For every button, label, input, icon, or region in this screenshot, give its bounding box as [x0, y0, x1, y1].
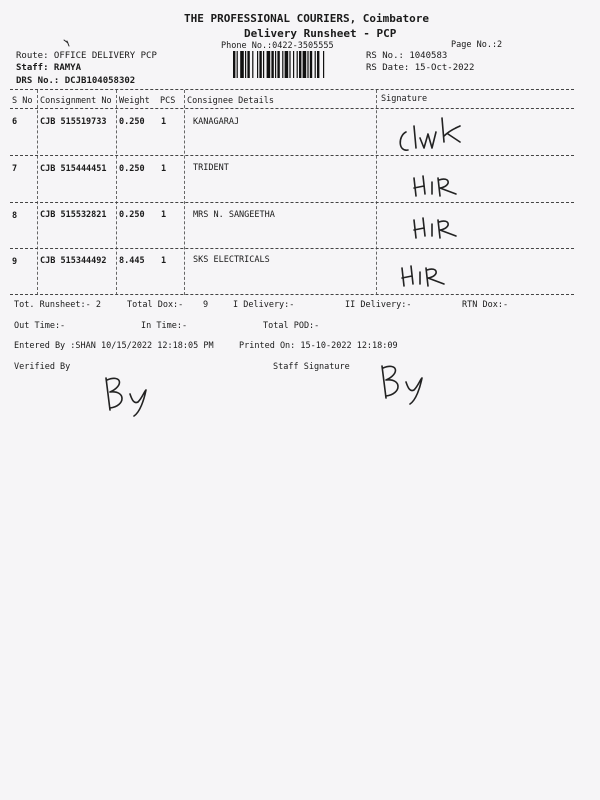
col-divider [37, 90, 38, 295]
row-consignment: CJB 515519733 [40, 117, 107, 127]
entered-by: Entered By :SHAN 10/15/2022 12:18:05 PM [14, 341, 214, 351]
col-header-consignee: Consignee Details [187, 96, 274, 106]
row-pcs: 1 [161, 117, 167, 127]
table-top-rule [10, 89, 574, 90]
row-consignment: CJB 515532821 [40, 210, 107, 220]
total-dox-value: 9 [203, 300, 209, 310]
document-title: Delivery Runsheet - PCP [244, 27, 397, 40]
col-header-signature: Signature [381, 94, 428, 104]
col-header-sno: S No [12, 96, 33, 106]
printed-on: Printed On: 15-10-2022 12:18:09 [239, 341, 398, 351]
col-header-weight: Weight [119, 96, 150, 106]
row-consignee: MRS N. SANGEETHA [193, 210, 275, 220]
staff: Staff: RAMYA [16, 63, 82, 73]
drs-number: DRS No.: DCJB104058302 [16, 76, 136, 86]
row-rule [10, 155, 574, 156]
row-rule [10, 248, 574, 249]
row-pcs: 1 [161, 256, 167, 266]
col-divider [116, 90, 117, 295]
table-bottom-rule [10, 294, 574, 295]
in-time: In Time:- [141, 321, 188, 331]
row-sno: 9 [12, 257, 18, 267]
out-time: Out Time:- [14, 321, 66, 331]
row-consignment: CJB 515344492 [40, 256, 107, 266]
row-sno: 6 [12, 117, 18, 127]
i-delivery: I Delivery:- [233, 300, 295, 310]
row-pcs: 1 [161, 210, 167, 220]
row-weight: 0.250 [119, 210, 145, 220]
row-weight: 0.250 [119, 164, 145, 174]
ii-delivery: II Delivery:- [345, 300, 412, 310]
verified-by-signature [98, 372, 158, 417]
row-consignment: CJB 515444451 [40, 164, 107, 174]
rtn-dox: RTN Dox:- [462, 300, 509, 310]
row-signature-9 [398, 258, 458, 290]
col-divider [184, 90, 185, 295]
col-divider [376, 90, 377, 295]
row-weight: 8.445 [119, 256, 145, 266]
row-signature-6 [392, 112, 472, 162]
row-signature-7 [410, 170, 470, 200]
row-weight: 0.250 [119, 117, 145, 127]
row-consignee: TRIDENT [193, 163, 229, 173]
table-header-rule [10, 108, 574, 109]
row-pcs: 1 [161, 164, 167, 174]
tot-runsheet: Tot. Runsheet:- 2 [14, 300, 101, 310]
total-dox-label: Total Dox:- [127, 300, 184, 310]
row-rule [10, 202, 574, 203]
col-header-pcs: PCS [160, 96, 176, 106]
route: Route: OFFICE DELIVERY PCP [16, 51, 157, 61]
row-sno: 7 [12, 164, 18, 174]
scan-mark [62, 38, 74, 50]
staff-signature [374, 360, 434, 405]
phone-number: Phone No.:0422-3505555 [221, 41, 334, 51]
verified-by-label: Verified By [14, 362, 71, 372]
col-header-consignment: Consignment No [40, 96, 112, 106]
rs-date: RS Date: 15-Oct-2022 [366, 63, 475, 73]
page-number: Page No.:2 [451, 40, 503, 50]
row-consignee: KANAGARAJ [193, 117, 240, 127]
row-consignee: SKS ELECTRICALS [193, 255, 270, 265]
row-signature-8 [410, 212, 470, 242]
total-pod: Total POD:- [263, 321, 320, 331]
barcode [233, 51, 356, 78]
rs-number: RS No.: 1040583 [366, 51, 448, 61]
company-name: THE PROFESSIONAL COURIERS, Coimbatore [184, 12, 430, 25]
staff-signature-label: Staff Signature [273, 362, 350, 372]
row-sno: 8 [12, 211, 18, 221]
